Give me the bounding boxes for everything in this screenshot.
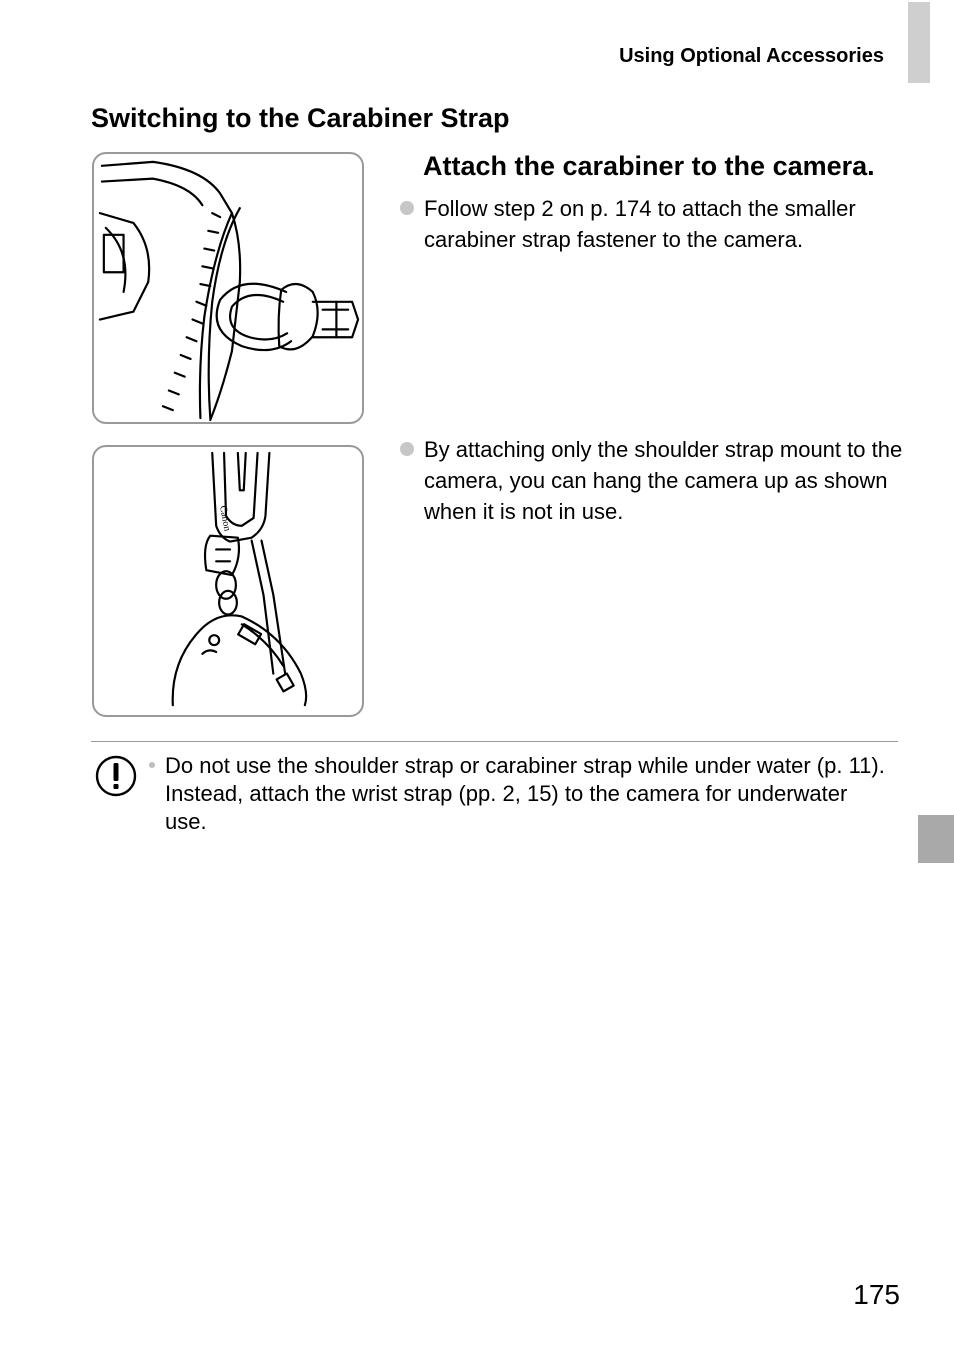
chapter-tab-side bbox=[918, 815, 954, 863]
section-title: Switching to the Carabiner Strap bbox=[91, 103, 510, 133]
camera-carabiner-drawing bbox=[94, 154, 362, 422]
bullet-item bbox=[398, 434, 908, 527]
caution-text: Do not use the shoulder strap or carabiner strap while under water (p. 11). Instead, attach the wrist strap (pp. 2, 15) to the camera for underwater use. bbox=[165, 753, 885, 834]
bullet-text: By attaching only the shoulder strap mount to the camera, you can hang the camera up as shown when it is not in use. bbox=[424, 437, 903, 524]
step-heading: Attach the carabiner to the camera. bbox=[423, 151, 875, 181]
running-header: Using Optional Accessories bbox=[619, 45, 884, 67]
section-divider bbox=[91, 741, 898, 742]
illustration-carabiner-attach bbox=[92, 152, 364, 424]
bullet-icon bbox=[400, 201, 414, 215]
illustration-camera-hanging bbox=[92, 445, 364, 717]
strap-logo: Canon bbox=[217, 504, 233, 532]
page-number: 175 bbox=[853, 1279, 900, 1310]
bullet-icon bbox=[400, 442, 414, 456]
bullet-item bbox=[398, 193, 908, 255]
chapter-tab-top bbox=[908, 2, 930, 83]
bullet-text: Follow step 2 on p. 174 to attach the smaller carabiner strap fastener to the camera. bbox=[424, 196, 856, 252]
caution-icon bbox=[95, 755, 137, 797]
caution-bullet-icon bbox=[149, 762, 155, 768]
camera-hanging-drawing bbox=[94, 447, 362, 715]
